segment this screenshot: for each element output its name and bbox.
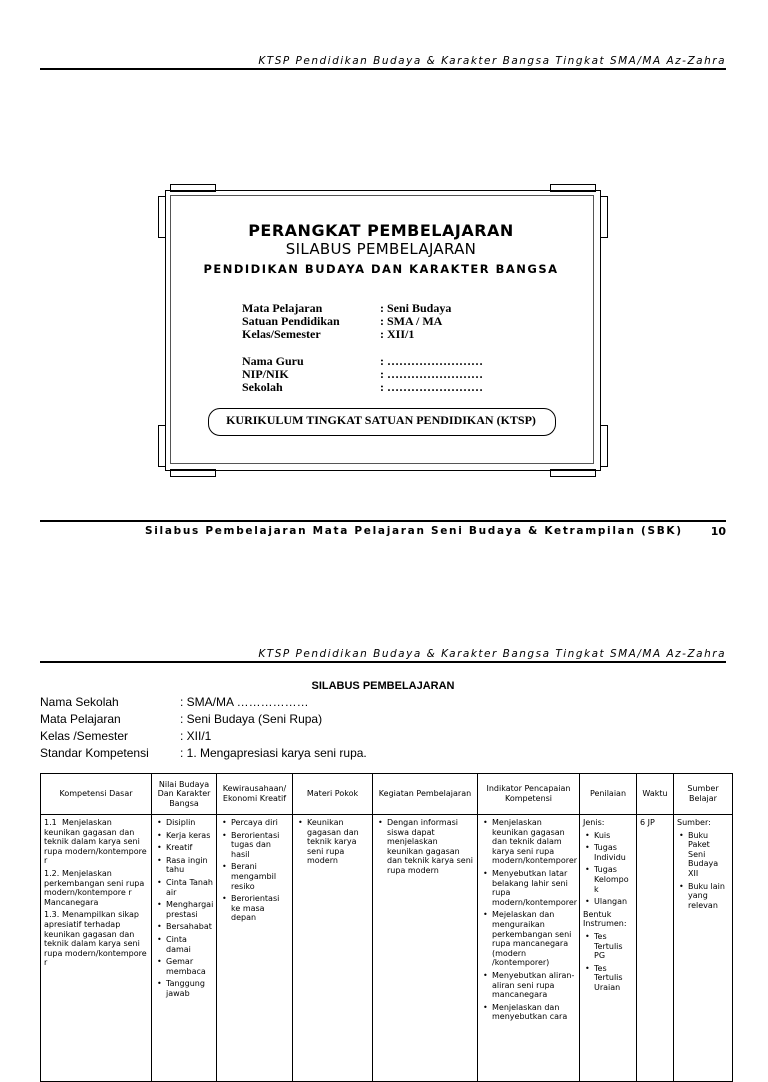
list-item: • Kerja keras — [166, 831, 213, 841]
penilaian-cell — [580, 815, 637, 1082]
list-item: • Disiplin — [166, 818, 213, 828]
field-value: : XII/1 — [380, 327, 415, 341]
column-header: Penilaian — [580, 774, 637, 815]
list-item: • Berani mengambil resiko — [231, 862, 289, 891]
list-item: • Gemar membaca — [166, 957, 213, 976]
list-item: • Cinta damai — [166, 935, 213, 954]
column-header: Waktu — [637, 774, 674, 815]
cover-title: PERANGKAT PEMBELAJARAN — [248, 221, 514, 240]
list-item: • Ulangan — [594, 897, 633, 907]
list-item: • Bersahabat — [166, 922, 213, 932]
field-value: : Seni Budaya — [380, 301, 452, 315]
cover-subtitle: SILABUS PEMBELAJARAN — [285, 240, 477, 258]
list-item: 1.3. Menampilkan sikap apresiatif terhadap keunikan gagasan dan teknik dalam karya seni rupa modern/kontempore r — [44, 910, 147, 968]
list-item: 1.1 Menjelaskan keunikan gagasan dan teknik dalam karya seni rupa modern/kontempore r — [44, 818, 147, 866]
column-header: Sumber Belajar — [674, 774, 733, 815]
column-header: Kegiatan Pembelajaran — [373, 774, 478, 815]
list-item: • Dengan informasi siswa dapat menjelaskan keunikan gagasan dan teknik karya seni rupa modern — [387, 818, 474, 876]
list-item: • Tes Tertulis PG — [594, 932, 633, 961]
column-header: Kompetensi Dasar — [41, 774, 152, 815]
footer-rule — [40, 520, 726, 522]
kewirausahaan-cell — [217, 815, 293, 1082]
field-label: Mata Pelajaran — [242, 301, 323, 315]
list-item: • Tes Tertulis Uraian — [594, 964, 633, 993]
curriculum-label: KURIKULUM TINGKAT SATUAN PENDIDIKAN (KTSP) — [226, 413, 536, 427]
list-item: • Kreatif — [166, 843, 213, 853]
page-number: 10 — [710, 525, 726, 538]
info-value: : XII/1 — [180, 729, 212, 743]
silabus-title: SILABUS PEMBELAJARAN — [311, 680, 455, 692]
list-item: • Tugas Individu — [594, 843, 633, 862]
page-header: KTSP Pendidikan Budaya & Karakter Bangsa Tingkat SMA/MA Az-Zahra — [258, 648, 726, 660]
column-header: Indikator Pencapaian Kompetensi — [478, 774, 580, 815]
list-item: • Berorientasi tugas dan hasil — [231, 831, 289, 860]
list-item: • Buku lain yang relevan — [688, 882, 729, 911]
kompetensi-dasar-cell — [41, 815, 152, 1082]
field-value: : …………………… — [380, 380, 483, 394]
field-label: Sekolah — [242, 380, 283, 394]
list-item: • Menjelaskan dan menyebutkan cara — [492, 1003, 576, 1022]
list-item: • Kuis — [594, 831, 633, 841]
page-footer: Silabus Pembelajaran Mata Pelajaran Seni Budaya & Ketrampilan (SBK) — [145, 525, 683, 537]
list-item: • Menyebutkan aliran-aliran seni rupa mancanegara — [492, 971, 576, 1000]
penilaian-bentuk-label: Bentuk Instrumen: — [583, 909, 627, 929]
silabus-table — [40, 773, 733, 1082]
list-item: • Rasa ingin tahu — [166, 856, 213, 875]
info-value: : SMA/MA ……………… — [180, 695, 309, 709]
info-label: Kelas /Semester — [40, 729, 129, 743]
field-label: Nama Guru — [242, 354, 304, 368]
header-rule — [40, 661, 726, 663]
list-item: • Tugas Kelompo k — [594, 865, 633, 894]
table-row — [41, 815, 733, 1082]
indikator-cell — [478, 815, 580, 1082]
materi-pokok-cell — [293, 815, 373, 1082]
waktu-cell: 6 JP — [637, 815, 674, 1082]
field-label: NIP/NIK — [242, 367, 289, 381]
list-item: • Menjelaskan keunikan gagasan dan teknik dalam karya seni rupa modern/kontemporer — [492, 818, 576, 866]
list-item: • Tanggung jawab — [166, 979, 213, 998]
cover-program: PENDIDIKAN BUDAYA DAN KARAKTER BANGSA — [203, 262, 559, 276]
sumber-belajar-cell — [674, 815, 733, 1082]
sumber-label: Sumber: — [677, 818, 711, 827]
field-value: : …………………… — [380, 367, 483, 381]
info-label: Standar Kompetensi — [40, 746, 149, 760]
list-item: • Percaya diri — [231, 818, 289, 828]
list-item: 1.2. Menjelaskan perkembangan seni rupa modern/kontempore r Mancanegara — [44, 868, 145, 907]
info-value: : 1. Mengapresiasi karya seni rupa. — [180, 746, 367, 760]
nilai-budaya-cell — [152, 815, 217, 1082]
list-item: • Menyebutkan latar belakang lahir seni rupa modern/kontemporer — [492, 869, 576, 907]
list-item: • Buku Paket Seni Budaya XII — [688, 831, 729, 879]
field-value: : …………………… — [380, 354, 483, 368]
list-item: • Menghargai prestasi — [166, 900, 213, 919]
kegiatan-cell — [373, 815, 478, 1082]
list-item: • Berorientasi ke masa depan — [231, 894, 289, 923]
table-header-row — [41, 774, 733, 815]
column-header: Nilai Budaya Dan Karakter Bangsa — [152, 774, 217, 815]
field-value: : SMA / MA — [380, 314, 443, 328]
penilaian-jenis-label: Jenis: — [583, 818, 605, 827]
list-item: • Cinta Tanah air — [166, 878, 213, 897]
info-value: : Seni Budaya (Seni Rupa) — [180, 712, 323, 726]
column-header: Kewirausahaan/ Ekonomi Kreatif — [217, 774, 293, 815]
header-rule — [40, 68, 726, 70]
field-label: Kelas/Semester — [242, 327, 321, 341]
page-header: KTSP Pendidikan Budaya & Karakter Bangsa Tingkat SMA/MA Az-Zahra — [258, 55, 726, 67]
column-header: Materi Pokok — [293, 774, 373, 815]
info-label: Mata Pelajaran — [40, 712, 121, 726]
list-item: • Keunikan gagasan dan teknik karya seni rupa modern — [307, 818, 369, 866]
field-label: Satuan Pendidikan — [242, 314, 340, 328]
list-item: • Mejelaskan dan menguraikan perkembangan seni rupa mancanegara (modern /kontemporer) — [492, 910, 576, 968]
info-label: Nama Sekolah — [40, 695, 119, 709]
